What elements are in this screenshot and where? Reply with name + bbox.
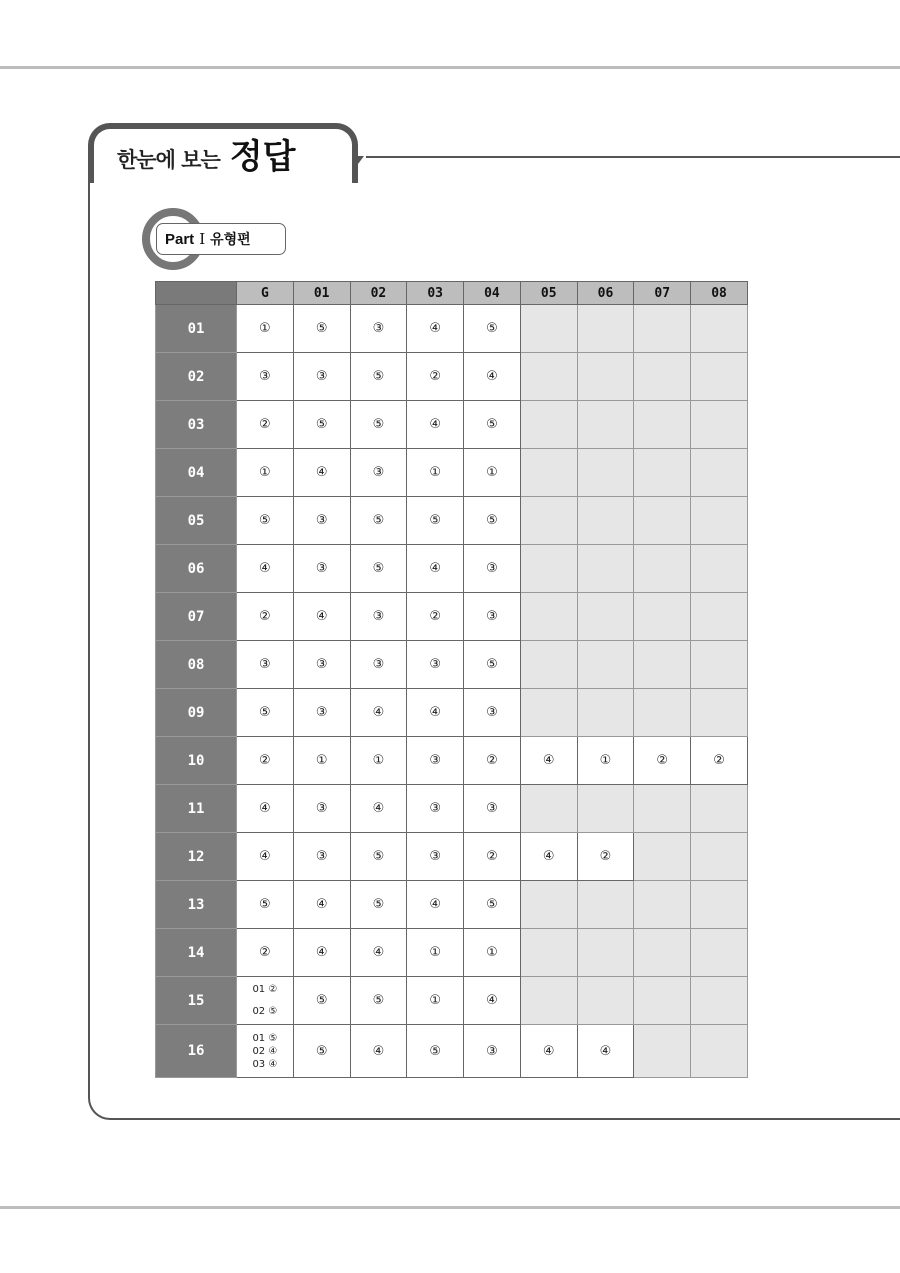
row-header: 01 bbox=[156, 305, 237, 353]
empty-cell bbox=[577, 785, 634, 833]
answer-cell: ⑤ bbox=[464, 641, 521, 689]
empty-cell bbox=[691, 785, 748, 833]
empty-cell bbox=[691, 689, 748, 737]
table-row bbox=[156, 545, 748, 593]
row-header: 06 bbox=[156, 545, 237, 593]
bottom-rule bbox=[0, 1206, 900, 1209]
empty-cell bbox=[634, 689, 691, 737]
row-header: 11 bbox=[156, 785, 237, 833]
part-label: Part bbox=[165, 230, 195, 248]
top-rule bbox=[0, 66, 900, 69]
empty-cell bbox=[577, 593, 634, 641]
empty-cell bbox=[634, 497, 691, 545]
answer-cell: ④ bbox=[407, 689, 464, 737]
empty-cell bbox=[691, 449, 748, 497]
answer-cell: ① bbox=[407, 929, 464, 977]
empty-cell bbox=[634, 353, 691, 401]
sub-answer: 02 ⑤ bbox=[252, 1005, 278, 1017]
part-subtitle: 유형편 bbox=[210, 232, 251, 248]
answer-cell: ⑤ bbox=[407, 1025, 464, 1078]
answer-cell: ⑤ bbox=[464, 497, 521, 545]
answer-cell: ④ bbox=[407, 401, 464, 449]
empty-cell bbox=[691, 545, 748, 593]
answer-cell: ③ bbox=[464, 545, 521, 593]
answer-cell: ⑤ bbox=[464, 881, 521, 929]
empty-cell bbox=[577, 305, 634, 353]
answer-cell: ② bbox=[237, 737, 294, 785]
answer-cell: ② bbox=[407, 353, 464, 401]
empty-cell bbox=[634, 593, 691, 641]
answer-cell: ③ bbox=[293, 785, 350, 833]
answer-cell: ③ bbox=[293, 497, 350, 545]
table-body bbox=[156, 305, 748, 1078]
answer-cell: ④ bbox=[293, 449, 350, 497]
column-header: G bbox=[237, 282, 294, 305]
answer-cell: ③ bbox=[293, 689, 350, 737]
answer-table bbox=[155, 281, 748, 1078]
answer-cell: ③ bbox=[350, 593, 407, 641]
answer-cell: ⑤ bbox=[464, 401, 521, 449]
answer-cell: ④ bbox=[520, 833, 577, 881]
answer-cell: ⑤ bbox=[237, 689, 294, 737]
empty-cell bbox=[520, 449, 577, 497]
answer-cell bbox=[237, 1025, 294, 1078]
answer-cell: ⑤ bbox=[350, 497, 407, 545]
page-title-small: 한눈에 보는 bbox=[117, 148, 220, 172]
answer-cell: ③ bbox=[464, 689, 521, 737]
row-header: 08 bbox=[156, 641, 237, 689]
sub-answer: 01 ⑤ bbox=[252, 1032, 278, 1044]
answer-cell: ⑤ bbox=[350, 401, 407, 449]
answer-cell: ② bbox=[464, 737, 521, 785]
row-header: 16 bbox=[156, 1025, 237, 1078]
page-title-big: 정답 bbox=[229, 137, 296, 177]
empty-cell bbox=[577, 929, 634, 977]
answer-cell: ④ bbox=[237, 833, 294, 881]
answer-cell: ④ bbox=[237, 545, 294, 593]
empty-cell bbox=[520, 353, 577, 401]
table-row bbox=[156, 1025, 748, 1078]
answer-cell: ⑤ bbox=[237, 497, 294, 545]
answer-cell: ⑤ bbox=[293, 1025, 350, 1078]
column-header: 05 bbox=[520, 282, 577, 305]
empty-cell bbox=[691, 977, 748, 1025]
answer-cell: ① bbox=[464, 929, 521, 977]
table-row bbox=[156, 785, 748, 833]
answer-cell: ④ bbox=[464, 977, 521, 1025]
row-header: 12 bbox=[156, 833, 237, 881]
table-row bbox=[156, 929, 748, 977]
answer-cell: ④ bbox=[520, 1025, 577, 1078]
answer-cell: ① bbox=[293, 737, 350, 785]
answer-cell: ③ bbox=[293, 833, 350, 881]
answer-cell: ① bbox=[464, 449, 521, 497]
empty-cell bbox=[577, 353, 634, 401]
answer-cell: ① bbox=[407, 977, 464, 1025]
empty-cell bbox=[520, 401, 577, 449]
empty-cell bbox=[634, 545, 691, 593]
answer-cell bbox=[237, 977, 294, 1025]
empty-cell bbox=[634, 305, 691, 353]
row-header: 14 bbox=[156, 929, 237, 977]
answer-cell: ④ bbox=[407, 305, 464, 353]
empty-cell bbox=[691, 881, 748, 929]
sub-answer: 03 ④ bbox=[252, 1058, 278, 1070]
answer-cell: ④ bbox=[293, 881, 350, 929]
empty-cell bbox=[520, 593, 577, 641]
empty-cell bbox=[577, 449, 634, 497]
answer-cell: ② bbox=[691, 737, 748, 785]
empty-cell bbox=[691, 593, 748, 641]
empty-cell bbox=[634, 449, 691, 497]
answer-cell: ⑤ bbox=[350, 353, 407, 401]
sub-answer: 02 ④ bbox=[252, 1045, 278, 1057]
row-header: 09 bbox=[156, 689, 237, 737]
answer-cell: ③ bbox=[293, 641, 350, 689]
table-row bbox=[156, 353, 748, 401]
answer-cell: ② bbox=[634, 737, 691, 785]
page-title bbox=[117, 137, 296, 177]
empty-cell bbox=[520, 977, 577, 1025]
table-row bbox=[156, 737, 748, 785]
row-header: 05 bbox=[156, 497, 237, 545]
empty-cell bbox=[520, 929, 577, 977]
empty-cell bbox=[577, 641, 634, 689]
answer-cell: ② bbox=[407, 593, 464, 641]
empty-cell bbox=[520, 305, 577, 353]
empty-cell bbox=[520, 641, 577, 689]
answer-cell: ⑤ bbox=[350, 833, 407, 881]
answer-cell: ① bbox=[407, 449, 464, 497]
column-header: 03 bbox=[407, 282, 464, 305]
table-row bbox=[156, 305, 748, 353]
empty-cell bbox=[634, 401, 691, 449]
table-row bbox=[156, 593, 748, 641]
answer-cell: ③ bbox=[350, 305, 407, 353]
answer-cell: ③ bbox=[237, 641, 294, 689]
answer-cell: ④ bbox=[407, 545, 464, 593]
answer-cell: ④ bbox=[293, 593, 350, 641]
answer-cell: ⑤ bbox=[407, 497, 464, 545]
row-header: 04 bbox=[156, 449, 237, 497]
empty-cell bbox=[634, 881, 691, 929]
column-header: 01 bbox=[293, 282, 350, 305]
answer-cell: ③ bbox=[464, 1025, 521, 1078]
row-header: 07 bbox=[156, 593, 237, 641]
answer-cell: ⑤ bbox=[350, 977, 407, 1025]
answer-cell: ③ bbox=[350, 449, 407, 497]
table-corner bbox=[156, 282, 237, 305]
answer-cell: ③ bbox=[464, 785, 521, 833]
table-row bbox=[156, 881, 748, 929]
empty-cell bbox=[577, 689, 634, 737]
title-rule bbox=[366, 156, 900, 158]
table-row bbox=[156, 497, 748, 545]
empty-cell bbox=[691, 305, 748, 353]
empty-cell bbox=[577, 545, 634, 593]
answer-cell: ② bbox=[237, 929, 294, 977]
answer-cell: ③ bbox=[464, 593, 521, 641]
empty-cell bbox=[577, 977, 634, 1025]
empty-cell bbox=[691, 353, 748, 401]
answer-cell: ③ bbox=[407, 737, 464, 785]
sub-answer: 01 ② bbox=[252, 983, 278, 995]
answer-cell: ① bbox=[350, 737, 407, 785]
answer-cell: ③ bbox=[350, 641, 407, 689]
column-header: 04 bbox=[464, 282, 521, 305]
empty-cell bbox=[634, 977, 691, 1025]
answer-cell: ③ bbox=[293, 353, 350, 401]
empty-cell bbox=[520, 545, 577, 593]
table-header-row bbox=[156, 282, 748, 305]
empty-cell bbox=[691, 833, 748, 881]
column-header: 07 bbox=[634, 282, 691, 305]
part-numeral: Ⅰ bbox=[199, 230, 206, 248]
column-header: 06 bbox=[577, 282, 634, 305]
empty-cell bbox=[691, 929, 748, 977]
empty-cell bbox=[634, 1025, 691, 1078]
answer-cell: ② bbox=[464, 833, 521, 881]
row-header: 15 bbox=[156, 977, 237, 1025]
answer-cell: ④ bbox=[577, 1025, 634, 1078]
row-header: 03 bbox=[156, 401, 237, 449]
empty-cell bbox=[520, 785, 577, 833]
empty-cell bbox=[577, 401, 634, 449]
table-row bbox=[156, 689, 748, 737]
empty-cell bbox=[691, 497, 748, 545]
table-row bbox=[156, 977, 748, 1025]
empty-cell bbox=[577, 497, 634, 545]
answer-cell: ① bbox=[237, 305, 294, 353]
answer-cell: ③ bbox=[407, 641, 464, 689]
answer-cell: ① bbox=[237, 449, 294, 497]
answer-cell: ⑤ bbox=[350, 881, 407, 929]
answer-cell: ⑤ bbox=[464, 305, 521, 353]
table-row bbox=[156, 641, 748, 689]
column-header: 02 bbox=[350, 282, 407, 305]
answer-cell: ③ bbox=[293, 545, 350, 593]
answer-cell: ⑤ bbox=[350, 545, 407, 593]
answer-cell: ① bbox=[577, 737, 634, 785]
empty-cell bbox=[691, 1025, 748, 1078]
title-tab-tail bbox=[352, 156, 364, 172]
answer-cell: ③ bbox=[407, 833, 464, 881]
table-row bbox=[156, 449, 748, 497]
answer-cell: ④ bbox=[350, 929, 407, 977]
part-label-box bbox=[156, 223, 286, 255]
answer-cell: ④ bbox=[350, 1025, 407, 1078]
answer-cell: ④ bbox=[464, 353, 521, 401]
empty-cell bbox=[634, 785, 691, 833]
answer-cell: ④ bbox=[350, 785, 407, 833]
answer-cell: ⑤ bbox=[237, 881, 294, 929]
row-header: 10 bbox=[156, 737, 237, 785]
answer-cell: ③ bbox=[237, 353, 294, 401]
empty-cell bbox=[691, 401, 748, 449]
answer-cell: ④ bbox=[237, 785, 294, 833]
empty-cell bbox=[520, 689, 577, 737]
answer-cell: ④ bbox=[407, 881, 464, 929]
answer-cell: ④ bbox=[350, 689, 407, 737]
row-header: 02 bbox=[156, 353, 237, 401]
empty-cell bbox=[577, 881, 634, 929]
answer-cell: ⑤ bbox=[293, 401, 350, 449]
empty-cell bbox=[520, 497, 577, 545]
answer-cell: ④ bbox=[293, 929, 350, 977]
table-row bbox=[156, 833, 748, 881]
empty-cell bbox=[634, 641, 691, 689]
answer-cell: ④ bbox=[520, 737, 577, 785]
empty-cell bbox=[691, 641, 748, 689]
table-row bbox=[156, 401, 748, 449]
answer-cell: ② bbox=[577, 833, 634, 881]
answer-cell: ⑤ bbox=[293, 977, 350, 1025]
row-header: 13 bbox=[156, 881, 237, 929]
answer-cell: ⑤ bbox=[293, 305, 350, 353]
empty-cell bbox=[520, 881, 577, 929]
column-header: 08 bbox=[691, 282, 748, 305]
answer-cell: ③ bbox=[407, 785, 464, 833]
answer-cell: ② bbox=[237, 401, 294, 449]
answer-cell: ② bbox=[237, 593, 294, 641]
empty-cell bbox=[634, 833, 691, 881]
empty-cell bbox=[634, 929, 691, 977]
